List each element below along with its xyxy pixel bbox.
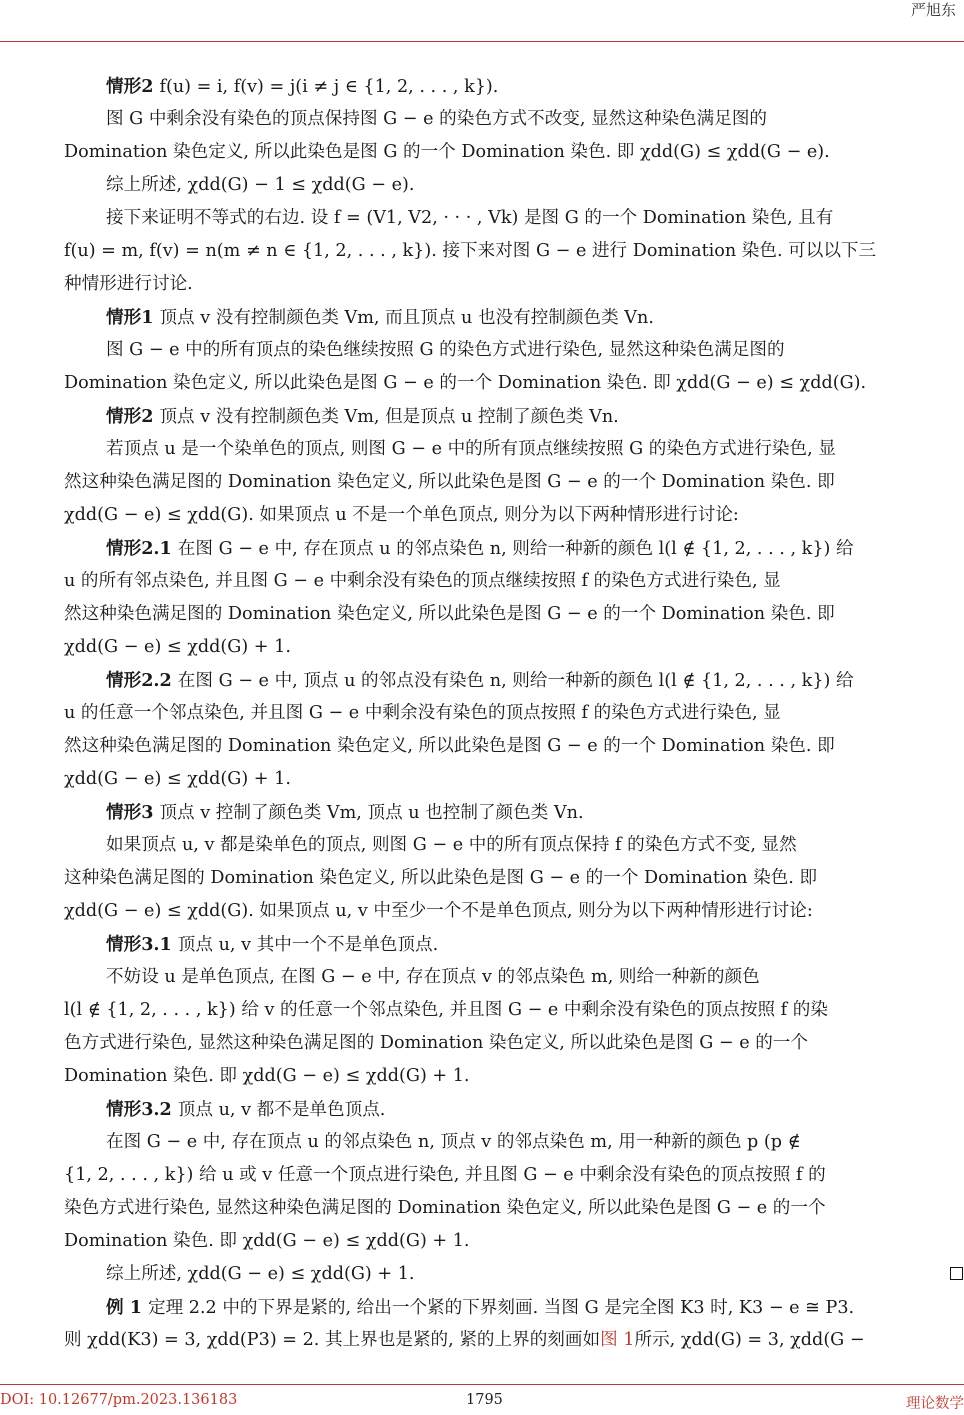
paragraph-line <box>64 532 963 565</box>
paragraph-line <box>64 334 963 367</box>
qed-square-icon <box>950 1267 963 1280</box>
line-text: 然这种染色满足图的 Domination 染色定义, 所以此染色是图 G − e 的一个 Domination 染色. 即 <box>64 472 835 492</box>
line-text: 顶点 v 控制了颜色类 Vm, 顶点 u 也控制了颜色类 Vn. <box>159 803 584 823</box>
line-text: 接下来证明不等式的右边. 设 f = (V1, V2, · · · , Vk) 是图 G 的一个 Domination 染色, 且有 <box>106 208 834 228</box>
line-text: {1, 2, . . . , k}) 给 u 或 v 任意一个顶点进行染色, 并且图 G − e 中剩余没有染色的顶点按照 f 的 <box>64 1165 826 1185</box>
paragraph-line <box>64 367 963 400</box>
line-text: 这种染色满足图的 Domination 染色定义, 所以此染色是图 G − e 的一个 Domination 染色. 即 <box>64 868 818 888</box>
case-label: 情形2.1 <box>106 538 172 559</box>
line-text: Domination 染色. 即 χdd(G − e) ≤ χdd(G) + 1. <box>64 1231 470 1251</box>
line-text: 在图 G − e 中, 顶点 u 的邻点没有染色 n, 则给一种新的颜色 l(l ∉ {1, 2, . . . , k}) 给 <box>177 671 854 691</box>
page-header <box>0 0 964 42</box>
paragraph-line <box>64 70 963 103</box>
case-label: 情形2 <box>106 76 154 97</box>
line-text: χdd(G − e) ≤ χdd(G). 如果顶点 u, v 中至少一个不是单色顶点, 则分为以下两种情形进行讨论: <box>64 901 813 921</box>
paragraph-line <box>64 169 963 202</box>
paragraph-line <box>64 1060 963 1093</box>
figure-link[interactable]: 图 1 <box>600 1330 635 1350</box>
doi-link[interactable]: DOI: 10.12677/pm.2023.136183 <box>0 1392 238 1408</box>
paragraph-line <box>64 400 963 433</box>
paragraph-line <box>64 697 963 730</box>
line-text: 顶点 u, v 都不是单色顶点. <box>177 1100 386 1120</box>
line-text: 在图 G − e 中, 存在顶点 u 的邻点染色 n, 顶点 v 的邻点染色 m, 用一种新的颜色 p (p ∉ <box>106 1132 801 1152</box>
paragraph-line <box>64 433 963 466</box>
case-label: 情形3 <box>106 802 154 823</box>
case-label: 情形2 <box>106 406 154 427</box>
line-text: u 的任意一个邻点染色, 并且图 G − e 中剩余没有染色的顶点按照 f 的染色方式进行染色, 显 <box>64 703 781 723</box>
paragraph-line <box>64 928 963 961</box>
paragraph-line <box>64 994 963 1027</box>
paragraph-line <box>64 631 963 664</box>
paragraph-line <box>64 1159 963 1192</box>
paragraph-line <box>64 301 963 334</box>
case-label: 情形2.2 <box>106 670 172 691</box>
paragraph-line <box>64 235 963 268</box>
line-text: χdd(G − e) ≤ χdd(G) + 1. <box>64 769 291 789</box>
line-text: 在图 G − e 中, 存在顶点 u 的邻点染色 n, 则给一种新的颜色 l(l ∉ {1, 2, . . . , k}) 给 <box>177 539 854 559</box>
line-text: l(l ∉ {1, 2, . . . , k}) 给 v 的任意一个邻点染色, 并且图 G − e 中剩余没有染色的顶点按照 f 的染 <box>64 1000 828 1020</box>
line-text: 色方式进行染色, 显然这种染色满足图的 Domination 染色定义, 所以此染色是图 G − e 的一个 <box>64 1033 808 1053</box>
line-text: 顶点 u, v 其中一个不是单色顶点. <box>177 935 439 955</box>
line-text: 若顶点 u 是一个染单色的顶点, 则图 G − e 中的所有顶点继续按照 G 的染色方式进行染色, 显 <box>106 439 836 459</box>
line-text: 所示, χdd(G) = 3, χdd(G − <box>634 1330 865 1350</box>
header-author: 严旭东 <box>910 1 956 19</box>
line-text: 则 χdd(K3) = 3, χdd(P3) = 2. 其上界也是紧的, 紧的上界的刻画如 <box>64 1330 601 1350</box>
paragraph-line <box>64 1225 963 1258</box>
paragraph-line <box>64 796 963 829</box>
line-text: 然这种染色满足图的 Domination 染色定义, 所以此染色是图 G − e 的一个 Domination 染色. 即 <box>64 736 835 756</box>
paragraph-line <box>64 1126 963 1159</box>
line-text: χdd(G − e) ≤ χdd(G) + 1. <box>64 637 291 657</box>
paragraph-line <box>64 1324 963 1357</box>
paragraph-line <box>64 1027 963 1060</box>
paragraph-line <box>64 499 963 532</box>
line-text: f(u) = i, f(v) = j(i ≠ j ∈ {1, 2, . . . , k}). <box>159 77 499 97</box>
case-label: 情形3.1 <box>106 934 172 955</box>
case-label: 情形3.2 <box>106 1099 172 1120</box>
paragraph-line <box>64 763 963 796</box>
example-label: 例 1 <box>106 1297 142 1318</box>
line-text: 顶点 v 没有控制颜色类 Vm, 但是顶点 u 控制了颜色类 Vn. <box>159 407 619 427</box>
line-text: Domination 染色定义, 所以此染色是图 G 的一个 Domination 染色. 即 χdd(G) ≤ χdd(G − e). <box>64 142 830 162</box>
paragraph-line <box>64 136 963 169</box>
line-text: 染色方式进行染色, 显然这种染色满足图的 Domination 染色定义, 所以此染色是图 G − e 的一个 <box>64 1198 826 1218</box>
paragraph-line <box>64 829 963 862</box>
line-text: 如果顶点 u, v 都是染单色的顶点, 则图 G − e 中的所有顶点保持 f 的染色方式不变, 显然 <box>106 835 797 855</box>
line-text: f(u) = m, f(v) = n(m ≠ n ∈ {1, 2, . . . , k}). 接下来对图 G − e 进行 Domination 染色. 可以以下三 <box>64 241 877 261</box>
paragraph-line <box>64 862 963 895</box>
paragraph-line <box>64 598 963 631</box>
paragraph-line <box>64 466 963 499</box>
case-label: 情形1 <box>106 307 154 328</box>
paragraph-line <box>64 1192 963 1225</box>
line-text: 顶点 v 没有控制颜色类 Vm, 而且顶点 u 也没有控制颜色类 Vn. <box>159 308 654 328</box>
journal-name: 理论数学 <box>906 1396 964 1412</box>
page-number: 1795 <box>466 1392 503 1408</box>
page-footer <box>0 1384 964 1415</box>
line-text: 定理 2.2 中的下界是紧的, 给出一个紧的下界刻画. 当图 G 是完全图 K3 时, K3 − e ≅ P3. <box>147 1298 855 1318</box>
paragraph-line <box>64 202 963 235</box>
paragraph-line <box>64 730 963 763</box>
paragraph-line <box>64 664 963 697</box>
paragraph-line <box>64 961 963 994</box>
paragraph-line <box>64 268 963 301</box>
line-text: 图 G − e 中的所有顶点的染色继续按照 G 的染色方式进行染色, 显然这种染色满足图的 <box>106 340 785 360</box>
line-text: 图 G 中剩余没有染色的顶点保持图 G − e 的染色方式不改变, 显然这种染色满足图的 <box>106 109 768 129</box>
paragraph-line <box>64 1291 963 1324</box>
paper-body <box>64 70 963 1357</box>
line-text: 综上所述, χdd(G − e) ≤ χdd(G) + 1. <box>106 1264 415 1284</box>
line-text: 然这种染色满足图的 Domination 染色定义, 所以此染色是图 G − e 的一个 Domination 染色. 即 <box>64 604 835 624</box>
line-text: 不妨设 u 是单色顶点, 在图 G − e 中, 存在顶点 v 的邻点染色 m, 则给一种新的颜色 <box>106 967 760 987</box>
paragraph-line <box>64 1258 963 1291</box>
line-text: χdd(G − e) ≤ χdd(G). 如果顶点 u 不是一个单色顶点, 则分为以下两种情形进行讨论: <box>64 505 739 525</box>
line-text: Domination 染色. 即 χdd(G − e) ≤ χdd(G) + 1. <box>64 1066 470 1086</box>
paragraph-line <box>64 895 963 928</box>
line-text: u 的所有邻点染色, 并且图 G − e 中剩余没有染色的顶点继续按照 f 的染色方式进行染色, 显 <box>64 571 781 591</box>
line-text: Domination 染色定义, 所以此染色是图 G − e 的一个 Domination 染色. 即 χdd(G − e) ≤ χdd(G). <box>64 373 867 393</box>
line-text: 综上所述, χdd(G) − 1 ≤ χdd(G − e). <box>106 175 415 195</box>
paragraph-line <box>64 1093 963 1126</box>
line-text: 种情形进行讨论. <box>64 274 193 294</box>
paragraph-line <box>64 565 963 598</box>
paragraph-line <box>64 103 963 136</box>
